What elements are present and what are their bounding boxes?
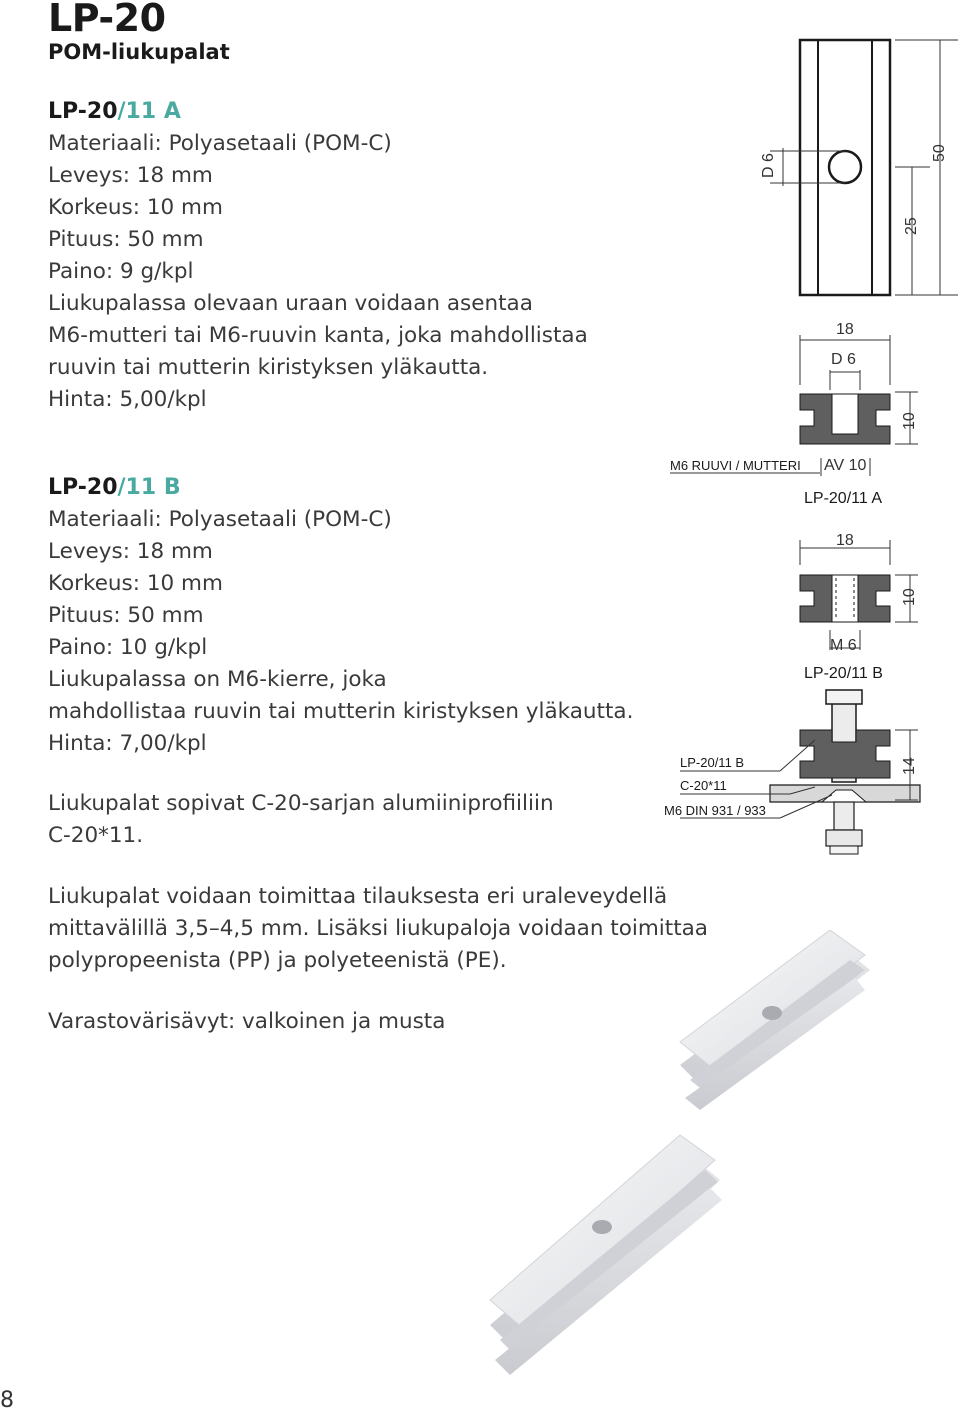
product-b-section (48, 472, 668, 760)
product-b-line: Materiaali: Polyasetaali (POM-C) (48, 507, 392, 532)
label-b: LP-20/11 B (804, 665, 883, 682)
assembly-drawing (770, 690, 920, 854)
product-b-line: Liukupalassa on M6-kierre, joka (48, 667, 387, 692)
product-a-line: Materiaali: Polyasetaali (POM-C) (48, 131, 392, 156)
page-title: LP-20 (48, 0, 166, 40)
product-b-price: Hinta: 7,00/kpl (48, 731, 207, 756)
product-b-code-prefix: LP-20 (48, 475, 118, 500)
dim-25: 25 (903, 217, 920, 235)
dim-18-b: 18 (836, 532, 854, 549)
product-b-line: Pituus: 50 mm (48, 603, 204, 628)
top-view-hole (829, 151, 861, 183)
product-b-code-suffix: /11 B (117, 475, 181, 500)
dim-14: 14 (901, 757, 918, 775)
dim-d6-a: D 6 (831, 351, 856, 368)
extra-line: Liukupalat voidaan toimittaa tilauksesta eri uraleveydellä (48, 884, 668, 909)
product-b-heading (48, 472, 668, 504)
product-a-code-suffix: /11 A (117, 99, 181, 124)
product-a-heading (48, 96, 668, 128)
product-a-line: Korkeus: 10 mm (48, 195, 223, 220)
product-b-line: mahdollistaa ruuvin tai mutterin kiristyksen yläkautta. (48, 699, 634, 724)
slider-piece-lower (490, 1135, 722, 1375)
product-a-line: Pituus: 50 mm (48, 227, 204, 252)
note-m6: M6 RUUVI / MUTTERI (670, 458, 801, 473)
product-b-line: Korkeus: 10 mm (48, 571, 223, 596)
slider-piece-upper (680, 930, 870, 1110)
compat-section (48, 788, 668, 852)
profile-a-shape (800, 394, 890, 444)
product-a-code-prefix: LP-20 (48, 99, 118, 124)
product-a-section (48, 96, 668, 416)
dim-m6-b: M 6 (830, 637, 857, 654)
extra-line: mittavälillä 3,5–4,5 mm. Lisäksi liukupaloja voidaan toimittaa (48, 916, 708, 941)
dim-50: 50 (931, 144, 948, 162)
product-a-price: Hinta: 5,00/kpl (48, 387, 207, 412)
technical-drawing (640, 30, 960, 860)
top-view-body (800, 40, 890, 295)
product-a-line: Paino: 9 g/kpl (48, 259, 194, 284)
product-photo (470, 930, 890, 1400)
product-a-line: M6-mutteri tai M6-ruuvin kanta, joka mahdollistaa (48, 323, 588, 348)
product-a-line: Liukupalassa olevaan uraan voidaan asentaa (48, 291, 533, 316)
dim-10-b: 10 (901, 588, 918, 606)
note-av: AV 10 (824, 457, 867, 474)
page-number: 8 (0, 1388, 14, 1413)
compat-line: C-20*11. (48, 823, 144, 848)
profile-b-shape (800, 575, 890, 622)
assy-lp-label: LP-20/11 B (680, 755, 745, 770)
extra-line: polypropeenista (PP) ja polyeteenistä (PE). (48, 948, 507, 973)
dim-10-a: 10 (901, 412, 918, 430)
product-a-line: ruuvin tai mutterin kiristyksen yläkautta. (48, 355, 489, 380)
label-a: LP-20/11 A (804, 490, 882, 507)
dim-18-a: 18 (836, 321, 854, 338)
dim-d6-top: D 6 (760, 153, 777, 178)
assy-din-label: M6 DIN 931 / 933 (664, 803, 766, 818)
compat-line: Liukupalat sopivat C-20-sarjan alumiiniprofiiliin (48, 791, 554, 816)
page-subtitle: POM-liukupalat (48, 40, 230, 64)
assy-c20-label: C-20*11 (680, 778, 727, 793)
product-b-line: Paino: 10 g/kpl (48, 635, 208, 660)
product-b-line: Leveys: 18 mm (48, 539, 213, 564)
colors-line: Varastovärisävyt: valkoinen ja musta (48, 1009, 446, 1034)
product-a-line: Leveys: 18 mm (48, 163, 213, 188)
